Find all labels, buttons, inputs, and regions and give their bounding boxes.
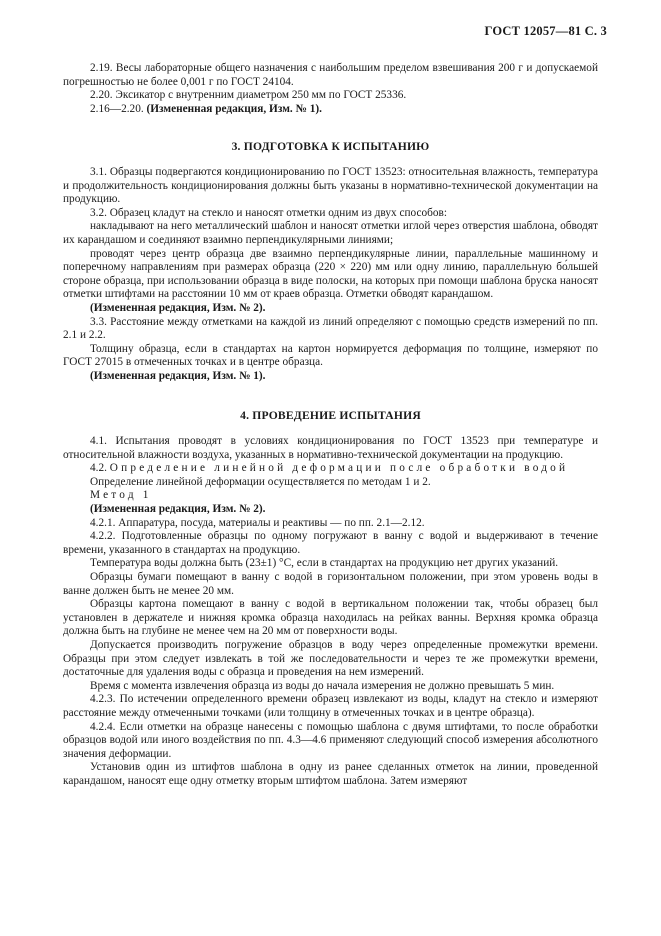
paragraph-3-2-b: проводят через центр образца две взаимно перпендикулярные линии, параллельные машинному и поперечному направлениям при размерах образца (220 × 220) мм или одну линию, параллельную бо́льшей стороне образца, при использовании образца в виде полоски, на которых при помощи шаблона бруска наносят отметки штифтами на расстоянии 10 мм от краев образца. Отметки обводят карандашом.	[63, 247, 598, 301]
paragraph-4-2-2-a: Температура воды должна быть (23±1) °С, если в стандартах на продукцию нет других указаний.	[90, 557, 559, 570]
paragraph-3-2: 3.2. Образец кладут на стекло и наносят отметки одним из двух способов:	[90, 206, 448, 219]
paragraph-4-2-4: 4.2.4. Если отметки на образце нанесены с помощью шаблона с двумя штифтами, то после обработки образцов водой или иного воздействия по пп. 4.3—4.6 применяют следующий способ измерения абсолютного значения деформации.	[63, 720, 598, 760]
paragraph-2-16-2-20	[63, 103, 598, 117]
paragraph-4-2-2-c: Образцы картона помещают в ванну с водой в вертикальном положении так, чтобы образец был установлен в держателе и нижняя кромка образца находилась на рейках ванны. Верхняя кромка образца должна быть на глубине не менее чем на 20 мм от поверхности воды.	[63, 598, 598, 638]
paragraph-2-19: 2.19. Весы лабораторные общего назначения с наибольшим пределом взвешивания 200 г и допускаемой погрешностью не более 0,001 г по ГОСТ 24104.	[63, 62, 598, 88]
page-content	[63, 62, 598, 789]
amendment-note: (Измененная редакция, Изм. № 1).	[90, 369, 266, 382]
paragraph-4-2-2-e: Время с момента извлечения образца из воды до начала измерения не должно превышать 5 мин.	[90, 679, 555, 692]
paragraph-3-1: 3.1. Образцы подвергаются кондиционированию по ГОСТ 13523: относительная влажность, температура и продолжительность кондиционирования должны быть указаны в нормативно-технической документации на продукцию.	[63, 165, 598, 206]
paragraph-4-2	[63, 462, 598, 476]
paragraph-prefix: 4.2.	[90, 462, 110, 475]
amendment-note: (Измененная редакция, Изм. № 2).	[90, 301, 266, 314]
paragraph-4-2-2-d: Допускается производить погружение образцов в воду через определенные промежутки времени. Образцы при этом следует извлекать в той же последовательности и через те же промежутки времени, достаточные для удаления воды с образца и проведения на нем измерений.	[63, 638, 598, 679]
paragraph-3-3-a: Толщину образца, если в стандартах на картон нормируется деформация по толщине, измеряют по ГОСТ 27015 в отмеченных точках и в центре образца.	[63, 342, 598, 369]
amendment-note: (Измененная редакция, Изм. № 2).	[90, 503, 266, 516]
paragraph-4-2-1: 4.2.1. Аппаратура, посуда, материалы и реактивы — по пп. 2.1—2.12.	[90, 516, 425, 529]
paragraph-4-2-3: 4.2.3. По истечении определенного времени образец извлекают из воды, кладут на стекло и измеряют расстояние между отмеченными точками (или толщину в отмеченных точках и в центре образца).	[63, 693, 598, 719]
paragraph-3-2-a: накладывают на него металлический шаблон и наносят отметки иглой через отверстия шаблона, обводят их карандашом и соединяют взаимно перпендикулярными линиями;	[63, 220, 598, 246]
spaced-heading: Определение линейной деформации после обработки водой	[109, 462, 569, 475]
paragraph-3-3: 3.3. Расстояние между отметками на каждой из линий определяют с помощью средств измерений по пп. 2.1 и 2.2.	[63, 315, 598, 342]
section-4-title: 4. ПРОВЕДЕНИЕ ИСПЫТАНИЯ	[240, 409, 421, 423]
page-header: ГОСТ 12057—81 С. 3	[484, 24, 607, 38]
paragraph-4-2-4-a: Установив один из штифтов шаблона в одну из ранее сделанных отметок на линии, проведенной карандашом, наносят еще одну отметку вторым штифтом шаблона. Затем измеряют	[63, 761, 598, 787]
paragraph-4-2-a: Определение линейной деформации осуществляется по методам 1 и 2.	[90, 475, 431, 488]
paragraph-prefix: 2.16—2.20.	[90, 102, 147, 115]
paragraph-2-20: 2.20. Эксикатор с внутренним диаметром 250 мм по ГОСТ 25336.	[90, 89, 407, 102]
paragraph-4-2-2-b: Образцы бумаги помещают в ванну с водой в горизонтальном положении, при этом уровень воды в ванне должен быть не менее 20 мм.	[63, 571, 598, 597]
paragraph-4-1: 4.1. Испытания проводят в условиях кондиционирования по ГОСТ 13523 при температуре и относительной влажности воздуха, указанных в нормативно-технической документации на продукцию.	[63, 435, 598, 461]
paragraph-4-2-2: 4.2.2. Подготовленные образцы по одному погружают в ванну с водой и выдерживают в течение времени, указанного в стандартах на продукцию.	[63, 530, 598, 556]
amendment-note: (Измененная редакция, Изм. № 1).	[146, 102, 322, 115]
method-label: Метод 1	[90, 489, 152, 502]
section-3-title: 3. ПОДГОТОВКА К ИСПЫТАНИЮ	[231, 140, 430, 154]
